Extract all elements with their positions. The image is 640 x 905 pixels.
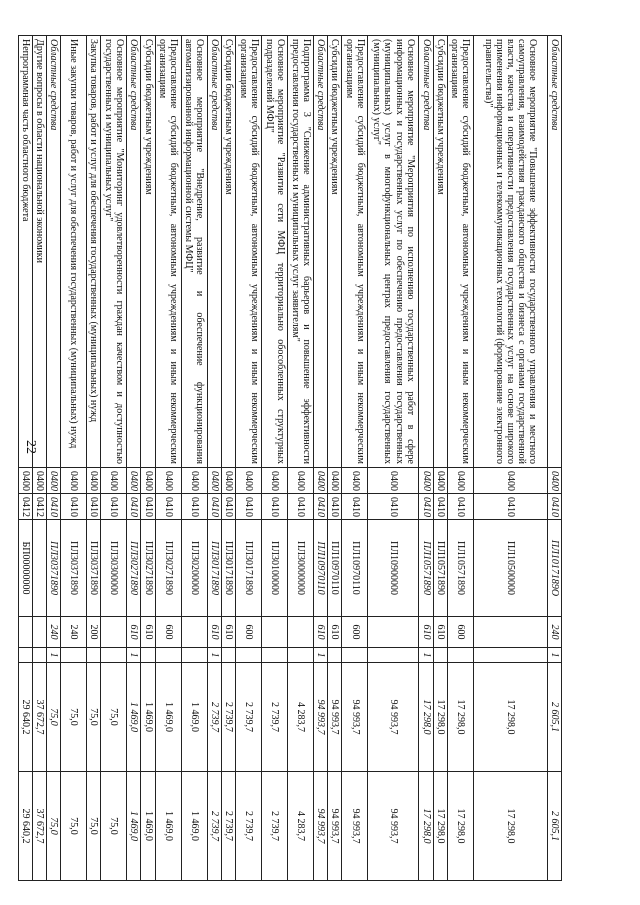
cell-amount-2: 75,0: [87, 772, 101, 881]
cell-amount-1: 37 672,7: [32, 663, 46, 772]
table-row: [127, 36, 141, 881]
table-row: [155, 36, 181, 881]
cell-target-article: ПЛ10500000: [473, 520, 547, 617]
table-row: [262, 36, 288, 881]
cell-target-article: ПЛ10571890: [447, 520, 473, 617]
cell-section: 0400: [368, 468, 419, 494]
cell-amount-1: 17 298,0: [473, 663, 547, 772]
cell-expense-type: 600: [155, 617, 181, 648]
cell-description: Основное мероприятие "Повышение эффективности государственного управления и местного самоуправления, взаимодействия гражданского общества и бизнеса с органами государственной власти, качества и оперативности предоставления государственных услуг на основе широкого применения информационных и телекоммуникационных технологий (формирование электронного правительства)": [473, 36, 547, 468]
cell-amount-1: 2 739,7: [262, 663, 288, 772]
cell-amount-2: 94 993,7: [314, 772, 328, 881]
cell-description: Непрограммная часть областного бюджета: [18, 36, 32, 468]
cell-amount-2: 1 469,0: [127, 772, 141, 881]
cell-amount-2: 2 739,7: [262, 772, 288, 881]
cell-section: 0400: [342, 468, 368, 494]
cell-section: 0400: [155, 468, 181, 494]
cell-target-article: ПЛ1017189О: [547, 520, 561, 617]
cell-target-article: ПЛ30271890: [127, 520, 141, 617]
table-row: [101, 36, 127, 881]
cell-source-code: [155, 648, 181, 663]
cell-subsection: 0410: [288, 494, 314, 520]
cell-description: Областные средства: [46, 36, 60, 468]
cell-expense-type: 240: [547, 617, 561, 648]
cell-target-article: ПЛ30171890: [236, 520, 262, 617]
cell-description: Предоставление субсидий бюджетным, автономным учреждениям и иным некоммерческим организациям: [342, 36, 368, 468]
cell-source-code: [87, 648, 101, 663]
cell-subsection: 0410: [127, 494, 141, 520]
cell-expense-type: 600: [342, 617, 368, 648]
cell-section: 0400: [236, 468, 262, 494]
cell-description: Областные средства: [547, 36, 561, 468]
cell-expense-type: 240: [61, 617, 87, 648]
cell-source-code: [32, 648, 46, 663]
cell-target-article: [32, 520, 46, 617]
cell-description: Областные средства: [314, 36, 328, 468]
cell-amount-2: 94 993,7: [328, 772, 342, 881]
table-row: [46, 36, 60, 881]
cell-source-code: [473, 648, 547, 663]
cell-source-code: [141, 648, 155, 663]
cell-amount-2: 75,0: [101, 772, 127, 881]
cell-expense-type: 240: [46, 617, 60, 648]
cell-description: Предоставление субсидий бюджетным, автономным учреждениям и иным некоммерческим организациям: [155, 36, 181, 468]
cell-target-article: ПЛ10970110: [314, 520, 328, 617]
cell-source-code: 1: [207, 648, 221, 663]
cell-expense-type: [262, 617, 288, 648]
table-row: [368, 36, 419, 881]
cell-amount-2: 17 298,0: [447, 772, 473, 881]
cell-target-article: ПЛ30300000: [101, 520, 127, 617]
cell-subsection: 0410: [368, 494, 419, 520]
cell-subsection: 0410: [236, 494, 262, 520]
cell-target-article: ПЛ30371890: [46, 520, 60, 617]
cell-amount-1: 94 993,7: [328, 663, 342, 772]
cell-section: 0400: [18, 468, 32, 494]
cell-description: Областные средства: [127, 36, 141, 468]
cell-source-code: [433, 648, 447, 663]
cell-source-code: [236, 648, 262, 663]
cell-amount-2: 29 640,2: [18, 772, 32, 881]
table-row: [221, 36, 235, 881]
cell-section: 0400: [127, 468, 141, 494]
cell-subsection: 0412: [18, 494, 32, 520]
cell-amount-2: 94 993,7: [342, 772, 368, 881]
cell-amount-1: 29 640,2: [18, 663, 32, 772]
cell-amount-1: 75,0: [46, 663, 60, 772]
cell-amount-2: 75,0: [61, 772, 87, 881]
cell-description: Основное мероприятие "Мониторинг удовлетворенности граждан качеством и доступностью государственных и муниципальных услуг": [101, 36, 127, 468]
cell-description: Основное мероприятие "Внедрение, развитие и обеспечение функционирования автоматизированной информационной системы МФЦ": [181, 36, 207, 468]
rotated-page-content: [19, 35, 562, 880]
cell-source-code: [101, 648, 127, 663]
cell-section: 0400: [207, 468, 221, 494]
cell-amount-1: 17 298,0: [447, 663, 473, 772]
cell-section: 0400: [419, 468, 433, 494]
cell-subsection: 0410: [101, 494, 127, 520]
cell-section: 0400: [288, 468, 314, 494]
cell-amount-2: 1 469,0: [155, 772, 181, 881]
table-row: [547, 36, 561, 881]
cell-description: Другие вопросы в области национальной экономики: [32, 36, 46, 468]
cell-subsection: 0410: [314, 494, 328, 520]
cell-section: 0400: [328, 468, 342, 494]
cell-target-article: БП00000000: [18, 520, 32, 617]
cell-description: Основное мероприятие "Мероприятия по исполнению государственных работ в сфере информационных и государственных услуг по обеспечению предоставления государственных (муниципальных) услуг в многофункциональных центрах предоставления государственных (муниципальных) услуг": [368, 36, 419, 468]
cell-target-article: ПЛ30000000: [288, 520, 314, 617]
table-row: [433, 36, 447, 881]
cell-section: 0400: [61, 468, 87, 494]
cell-subsection: 0410: [547, 494, 561, 520]
cell-source-code: 1: [314, 648, 328, 663]
cell-amount-1: 94 993,7: [368, 663, 419, 772]
cell-section: 0400: [87, 468, 101, 494]
cell-source-code: 1: [127, 648, 141, 663]
cell-target-article: ПЛ30271890: [155, 520, 181, 617]
table-row: [61, 36, 87, 881]
cell-description: Иные закупки товаров, работ и услуг для обеспечения государственных (муниципальных) нужд: [61, 36, 87, 468]
cell-target-article: ПЛ30371890: [61, 520, 87, 617]
cell-description: Субсидии бюджетным учреждениям: [328, 36, 342, 468]
table-row: [87, 36, 101, 881]
cell-target-article: ПЛ30200000: [181, 520, 207, 617]
cell-expense-type: 200: [87, 617, 101, 648]
cell-section: 0400: [101, 468, 127, 494]
cell-target-article: ПЛ30371890: [87, 520, 101, 617]
cell-subsection: 0410: [473, 494, 547, 520]
cell-subsection: 0410: [61, 494, 87, 520]
table-row: [207, 36, 221, 881]
cell-source-code: [181, 648, 207, 663]
table-row: [419, 36, 433, 881]
cell-subsection: 0410: [419, 494, 433, 520]
cell-amount-1: 2 605,1: [547, 663, 561, 772]
cell-description: Областные средства: [207, 36, 221, 468]
cell-amount-2: 17 298,0: [419, 772, 433, 881]
cell-expense-type: 610: [433, 617, 447, 648]
cell-amount-1: 17 298,0: [433, 663, 447, 772]
cell-description: Субсидии бюджетным учреждениям: [221, 36, 235, 468]
table-row: [342, 36, 368, 881]
cell-section: 0400: [221, 468, 235, 494]
cell-subsection: 0410: [433, 494, 447, 520]
cell-expense-type: [368, 617, 419, 648]
cell-amount-2: 37 672,7: [32, 772, 46, 881]
cell-amount-1: 94 993,7: [314, 663, 328, 772]
cell-amount-1: 75,0: [87, 663, 101, 772]
cell-amount-1: 1 469,0: [127, 663, 141, 772]
cell-expense-type: 610: [141, 617, 155, 648]
cell-description: Субсидии бюджетным учреждениям: [141, 36, 155, 468]
cell-target-article: ПЛ10571890: [419, 520, 433, 617]
cell-subsection: 0410: [46, 494, 60, 520]
cell-expense-type: 600: [236, 617, 262, 648]
cell-source-code: 1: [46, 648, 60, 663]
cell-source-code: [368, 648, 419, 663]
cell-description: Подпрограмма 3 "Снижение административных барьеров и повышение эффективности предоставления государственных и муниципальных услуг заявителям": [288, 36, 314, 468]
cell-subsection: 0410: [141, 494, 155, 520]
cell-description: Предоставление субсидий бюджетным, автономным учреждениям и иным некоммерческим организациям: [236, 36, 262, 468]
cell-amount-2: 2 605,1: [547, 772, 561, 881]
cell-description: Закупка товаров, работ и услуг для обеспечения государственных (муниципальных) нужд: [87, 36, 101, 468]
cell-source-code: [447, 648, 473, 663]
cell-description: Областные средства: [419, 36, 433, 468]
cell-subsection: 0410: [262, 494, 288, 520]
cell-amount-1: 75,0: [101, 663, 127, 772]
cell-amount-2: 2 739,7: [221, 772, 235, 881]
cell-source-code: [61, 648, 87, 663]
table-row: [314, 36, 328, 881]
cell-expense-type: 610: [207, 617, 221, 648]
table-row: [18, 36, 32, 881]
cell-amount-1: 2 739,7: [207, 663, 221, 772]
cell-section: 0400: [262, 468, 288, 494]
cell-amount-2: 17 298,0: [473, 772, 547, 881]
cell-expense-type: [473, 617, 547, 648]
cell-amount-1: 1 469,0: [155, 663, 181, 772]
cell-description: Субсидии бюджетным учреждениям: [433, 36, 447, 468]
table-row: [473, 36, 547, 881]
cell-target-article: ПЛ30100000: [262, 520, 288, 617]
cell-amount-1: 2 739,7: [236, 663, 262, 772]
cell-expense-type: [18, 617, 32, 648]
cell-amount-2: 75,0: [46, 772, 60, 881]
cell-source-code: [328, 648, 342, 663]
cell-amount-2: 94 993,7: [368, 772, 419, 881]
cell-source-code: [221, 648, 235, 663]
cell-section: 0400: [46, 468, 60, 494]
cell-expense-type: [101, 617, 127, 648]
cell-expense-type: 610: [314, 617, 328, 648]
table-row: [288, 36, 314, 881]
cell-amount-2: 17 298,0: [433, 772, 447, 881]
cell-section: 0400: [473, 468, 547, 494]
table-row: [328, 36, 342, 881]
cell-target-article: ПЛ30271890: [141, 520, 155, 617]
cell-amount-1: 17 298,0: [419, 663, 433, 772]
cell-subsection: 0410: [342, 494, 368, 520]
cell-section: 0400: [141, 468, 155, 494]
cell-source-code: 1: [547, 648, 561, 663]
cell-amount-1: 1 469,0: [141, 663, 155, 772]
table-row: [236, 36, 262, 881]
page-number: 22: [23, 440, 38, 454]
cell-amount-2: 2 739,7: [207, 772, 221, 881]
cell-section: 0400: [447, 468, 473, 494]
budget-table: [18, 35, 562, 881]
cell-source-code: 1: [419, 648, 433, 663]
cell-subsection: 0410: [221, 494, 235, 520]
cell-amount-2: 1 469,0: [141, 772, 155, 881]
cell-subsection: 0412: [32, 494, 46, 520]
cell-section: 0400: [547, 468, 561, 494]
cell-expense-type: 610: [127, 617, 141, 648]
cell-amount-1: 94 993,7: [342, 663, 368, 772]
table-row: [181, 36, 207, 881]
cell-amount-1: 75,0: [61, 663, 87, 772]
cell-subsection: 0410: [328, 494, 342, 520]
cell-expense-type: [181, 617, 207, 648]
cell-target-article: ПЛ10970110: [342, 520, 368, 617]
cell-source-code: [288, 648, 314, 663]
cell-amount-1: 2 739,7: [221, 663, 235, 772]
table-row: [32, 36, 46, 881]
cell-amount-1: 4 283,7: [288, 663, 314, 772]
cell-source-code: [342, 648, 368, 663]
cell-target-article: ПЛ30171890: [207, 520, 221, 617]
cell-target-article: ПЛ10900000: [368, 520, 419, 617]
table-row: [141, 36, 155, 881]
cell-source-code: [18, 648, 32, 663]
cell-expense-type: [288, 617, 314, 648]
cell-subsection: 0410: [207, 494, 221, 520]
cell-subsection: 0410: [155, 494, 181, 520]
cell-section: 0400: [314, 468, 328, 494]
cell-subsection: 0410: [87, 494, 101, 520]
cell-expense-type: 610: [221, 617, 235, 648]
cell-section: 0400: [181, 468, 207, 494]
cell-expense-type: [32, 617, 46, 648]
cell-amount-2: 2 739,7: [236, 772, 262, 881]
cell-amount-2: 1 469,0: [181, 772, 207, 881]
cell-description: Предоставление субсидий бюджетным, автономным учреждениям и иным некоммерческим организациям: [447, 36, 473, 468]
cell-target-article: ПЛ30171890: [221, 520, 235, 617]
cell-subsection: 0410: [447, 494, 473, 520]
cell-source-code: [262, 648, 288, 663]
cell-target-article: ПЛ10970110: [328, 520, 342, 617]
table-row: [447, 36, 473, 881]
cell-subsection: 0410: [181, 494, 207, 520]
cell-amount-1: 1 469,0: [181, 663, 207, 772]
budget-table-body: [18, 36, 561, 881]
cell-expense-type: 600: [447, 617, 473, 648]
cell-target-article: ПЛ10571890: [433, 520, 447, 617]
cell-description: Основное мероприятие "Развитие сети МФЦ территориально обособленных структурных подразделений МФЦ": [262, 36, 288, 468]
cell-expense-type: 610: [328, 617, 342, 648]
cell-section: 0400: [32, 468, 46, 494]
cell-expense-type: 610: [419, 617, 433, 648]
cell-section: 0400: [433, 468, 447, 494]
cell-amount-2: 4 283,7: [288, 772, 314, 881]
